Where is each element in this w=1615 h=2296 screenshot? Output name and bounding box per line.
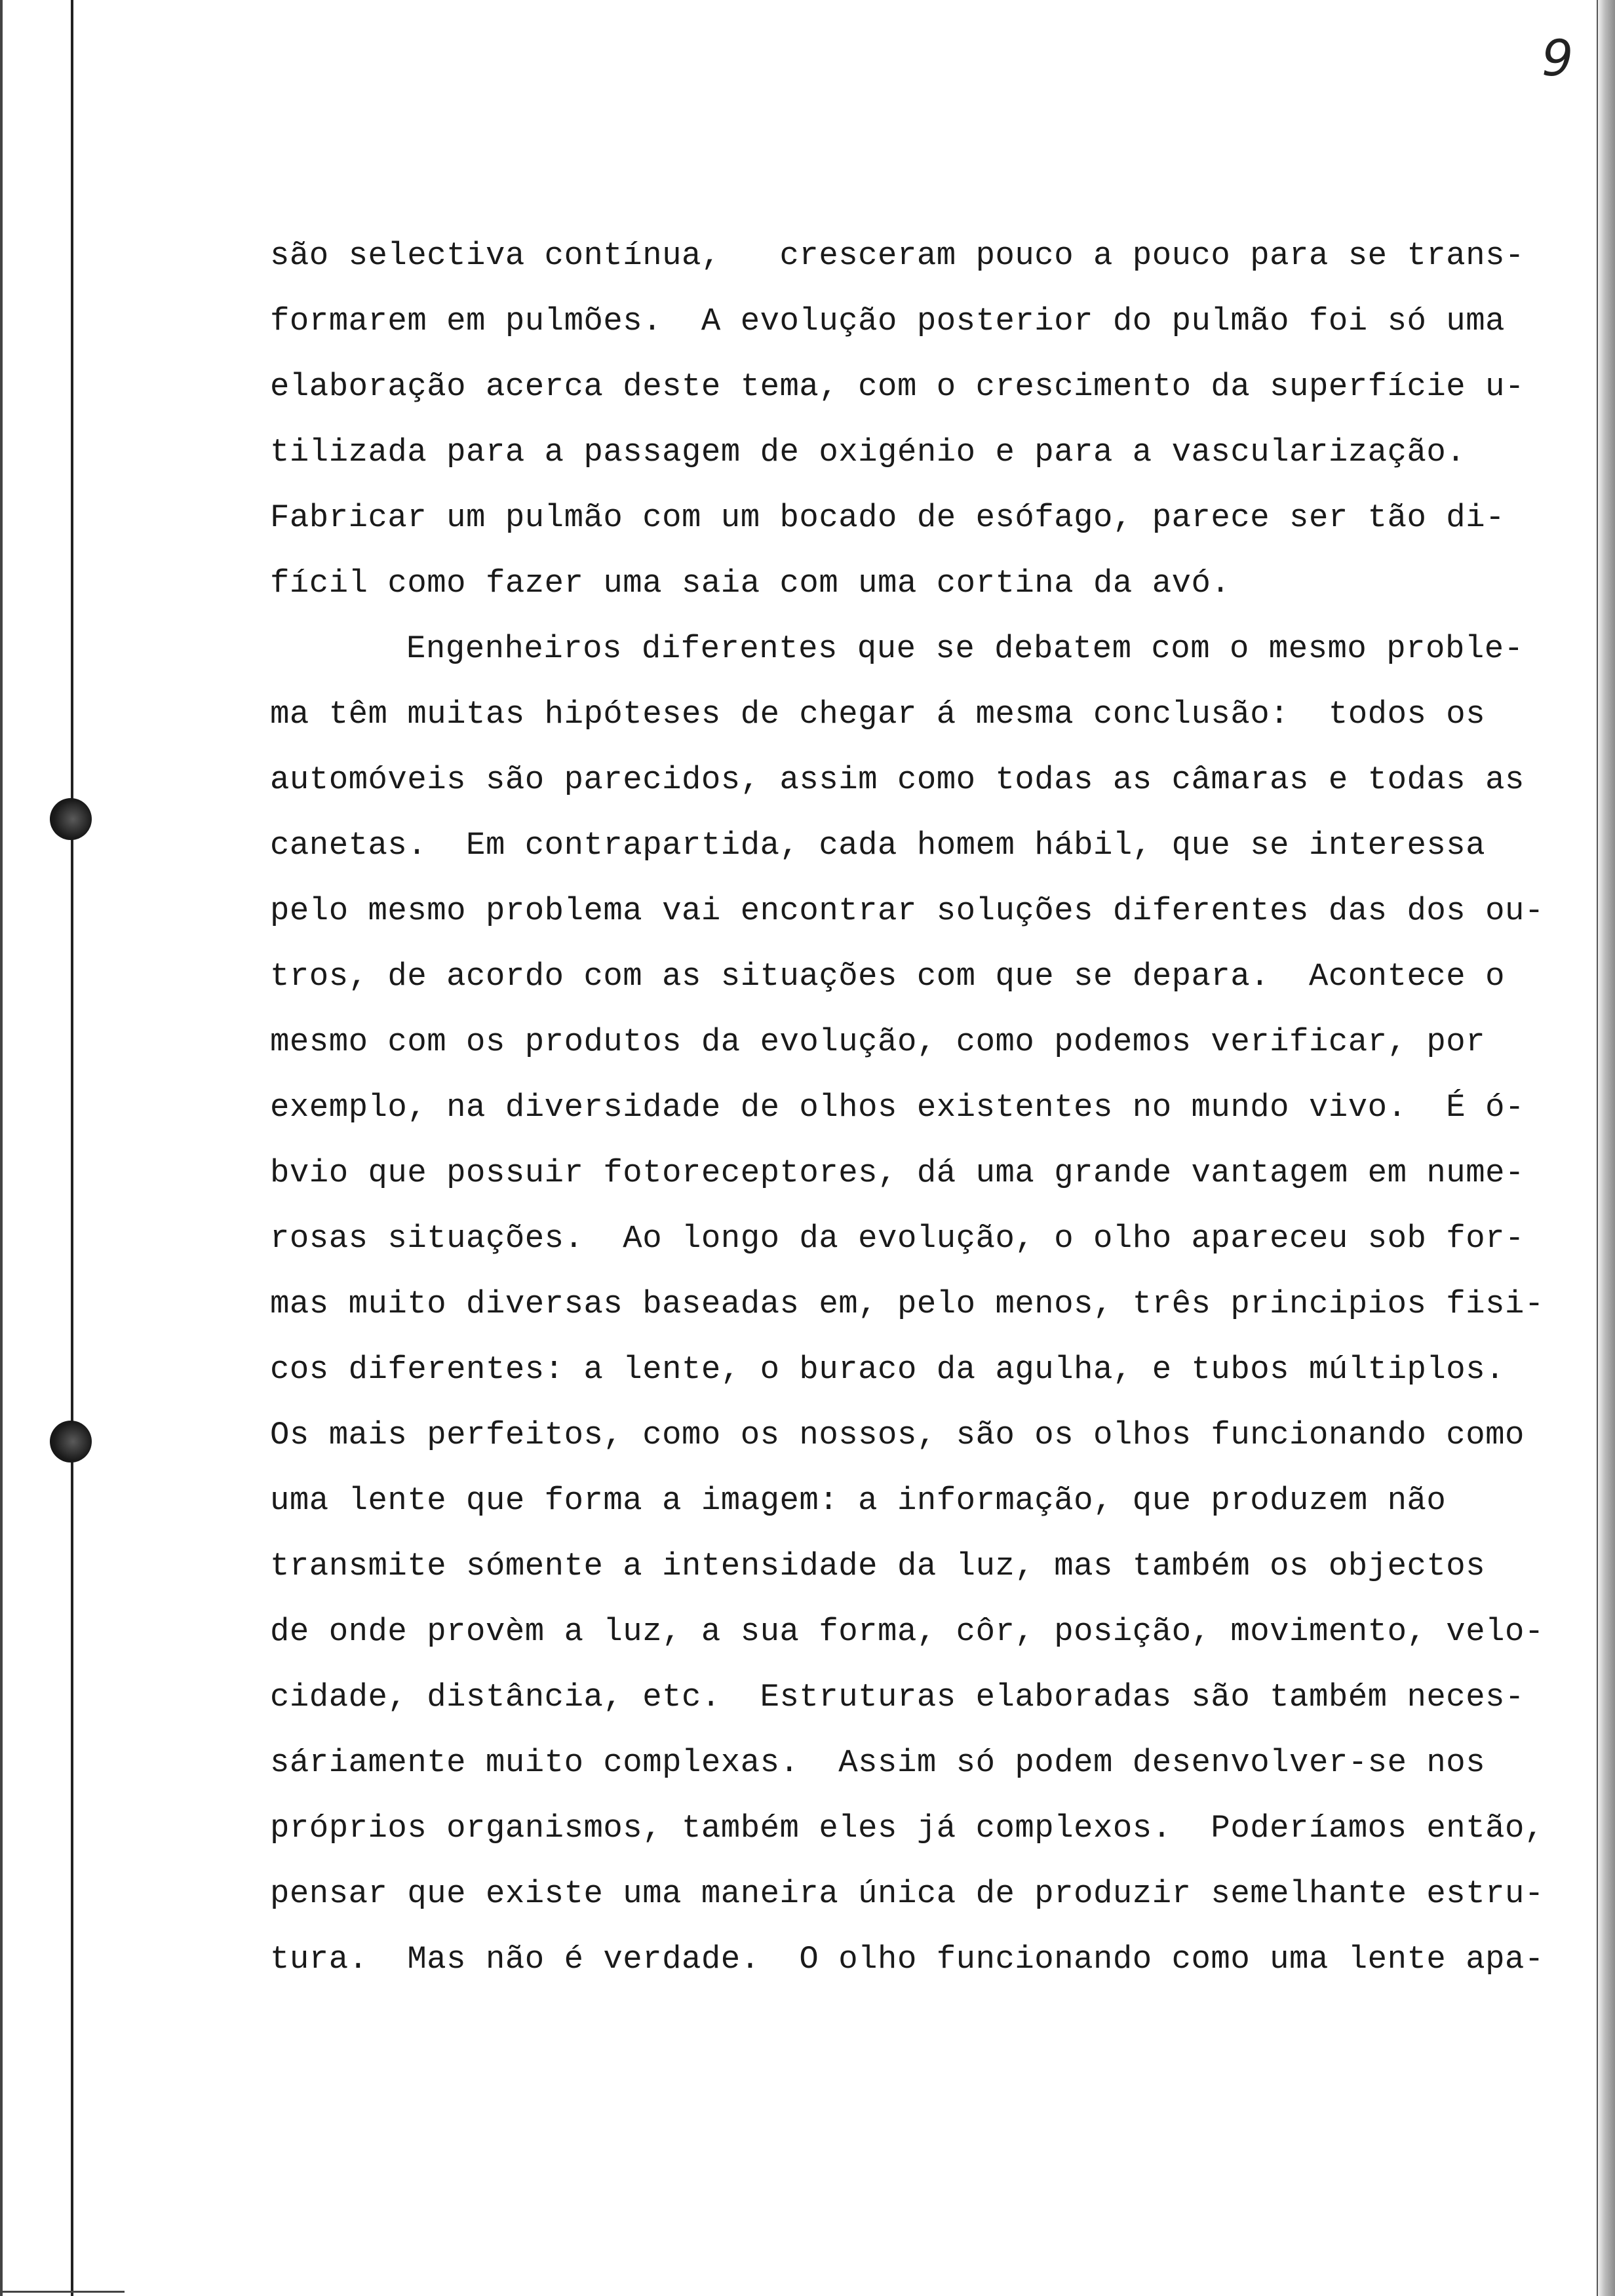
text-line: mas muito diversas baseadas em, pelo menos, três principios fisi-	[270, 1286, 1544, 1322]
text-line: elaboração acerca deste tema, com o crescimento da superfície u-	[270, 368, 1525, 405]
scan-bottom-edge	[0, 2291, 125, 2293]
text-line: tura. Mas não é verdade. O olho funcionando como uma lente apa-	[270, 1941, 1544, 1978]
text-line: automóveis são parecidos, assim como todas as câmaras e todas as	[270, 761, 1525, 798]
text-line: próprios organismos, também eles já complexos. Poderíamos então,	[270, 1810, 1544, 1846]
binding-margin-line	[71, 0, 73, 2296]
text-line: exemplo, na diversidade de olhos existentes no mundo vivo. É ó-	[270, 1089, 1525, 1126]
text-line: bvio que possuir fotoreceptores, dá uma grande vantagem em nume-	[270, 1155, 1525, 1191]
text-line: transmite sómente a intensidade da luz, mas também os objectos	[270, 1548, 1486, 1584]
text-line: fícil como fazer uma saia com uma cortina da avó.	[270, 565, 1231, 602]
text-line: cidade, distância, etc. Estruturas elaboradas são também neces-	[270, 1679, 1525, 1715]
page-number: 9	[1542, 29, 1574, 87]
text-line: pensar que existe uma maneira única de produzir semelhante estru-	[270, 1875, 1544, 1912]
text-line: são selectiva contínua, cresceram pouco a pouco para se trans-	[270, 237, 1525, 274]
scan-left-edge	[0, 0, 3, 2296]
text-line: cos diferentes: a lente, o buraco da agulha, e tubos múltiplos.	[270, 1351, 1506, 1388]
text-line: ma têm muitas hipóteses de chegar á mesma conclusão: todos os	[270, 696, 1486, 733]
binder-hole-icon	[50, 798, 92, 840]
text-line: canetas. Em contrapartida, cada homem hábil, que se interessa	[270, 827, 1486, 864]
text-line: pelo mesmo problema vai encontrar soluções diferentes das dos ou-	[270, 892, 1544, 929]
body-text	[270, 223, 1555, 1992]
text-line: formarem em pulmões. A evolução posterior do pulmão foi só uma	[270, 303, 1506, 339]
text-line: tros, de acordo com as situações com que se depara. Acontece o	[270, 958, 1506, 995]
text-line: tilizada para a passagem de oxigénio e para a vascularização.	[270, 434, 1466, 470]
text-line: sáriamente muito complexas. Assim só podem desenvolver-se nos	[270, 1744, 1486, 1781]
binder-hole-icon	[50, 1421, 92, 1463]
text-line: Os mais perfeitos, como os nossos, são os olhos funcionando como	[270, 1417, 1525, 1453]
text-line: de onde provèm a luz, a sua forma, côr, posição, movimento, velo-	[270, 1613, 1544, 1650]
text-line: Fabricar um pulmão com um bocado de esófago, parece ser tão di-	[270, 499, 1506, 536]
text-line: rosas situações. Ao longo da evolução, o olho apareceu sob for-	[270, 1220, 1525, 1257]
text-line-indented: Engenheiros diferentes que se debatem com o mesmo proble-	[406, 630, 1524, 667]
text-line: uma lente que forma a imagem: a informação, que produzem não	[270, 1482, 1447, 1519]
scan-right-edge	[1598, 0, 1615, 2296]
text-line: mesmo com os produtos da evolução, como podemos verificar, por	[270, 1024, 1486, 1060]
